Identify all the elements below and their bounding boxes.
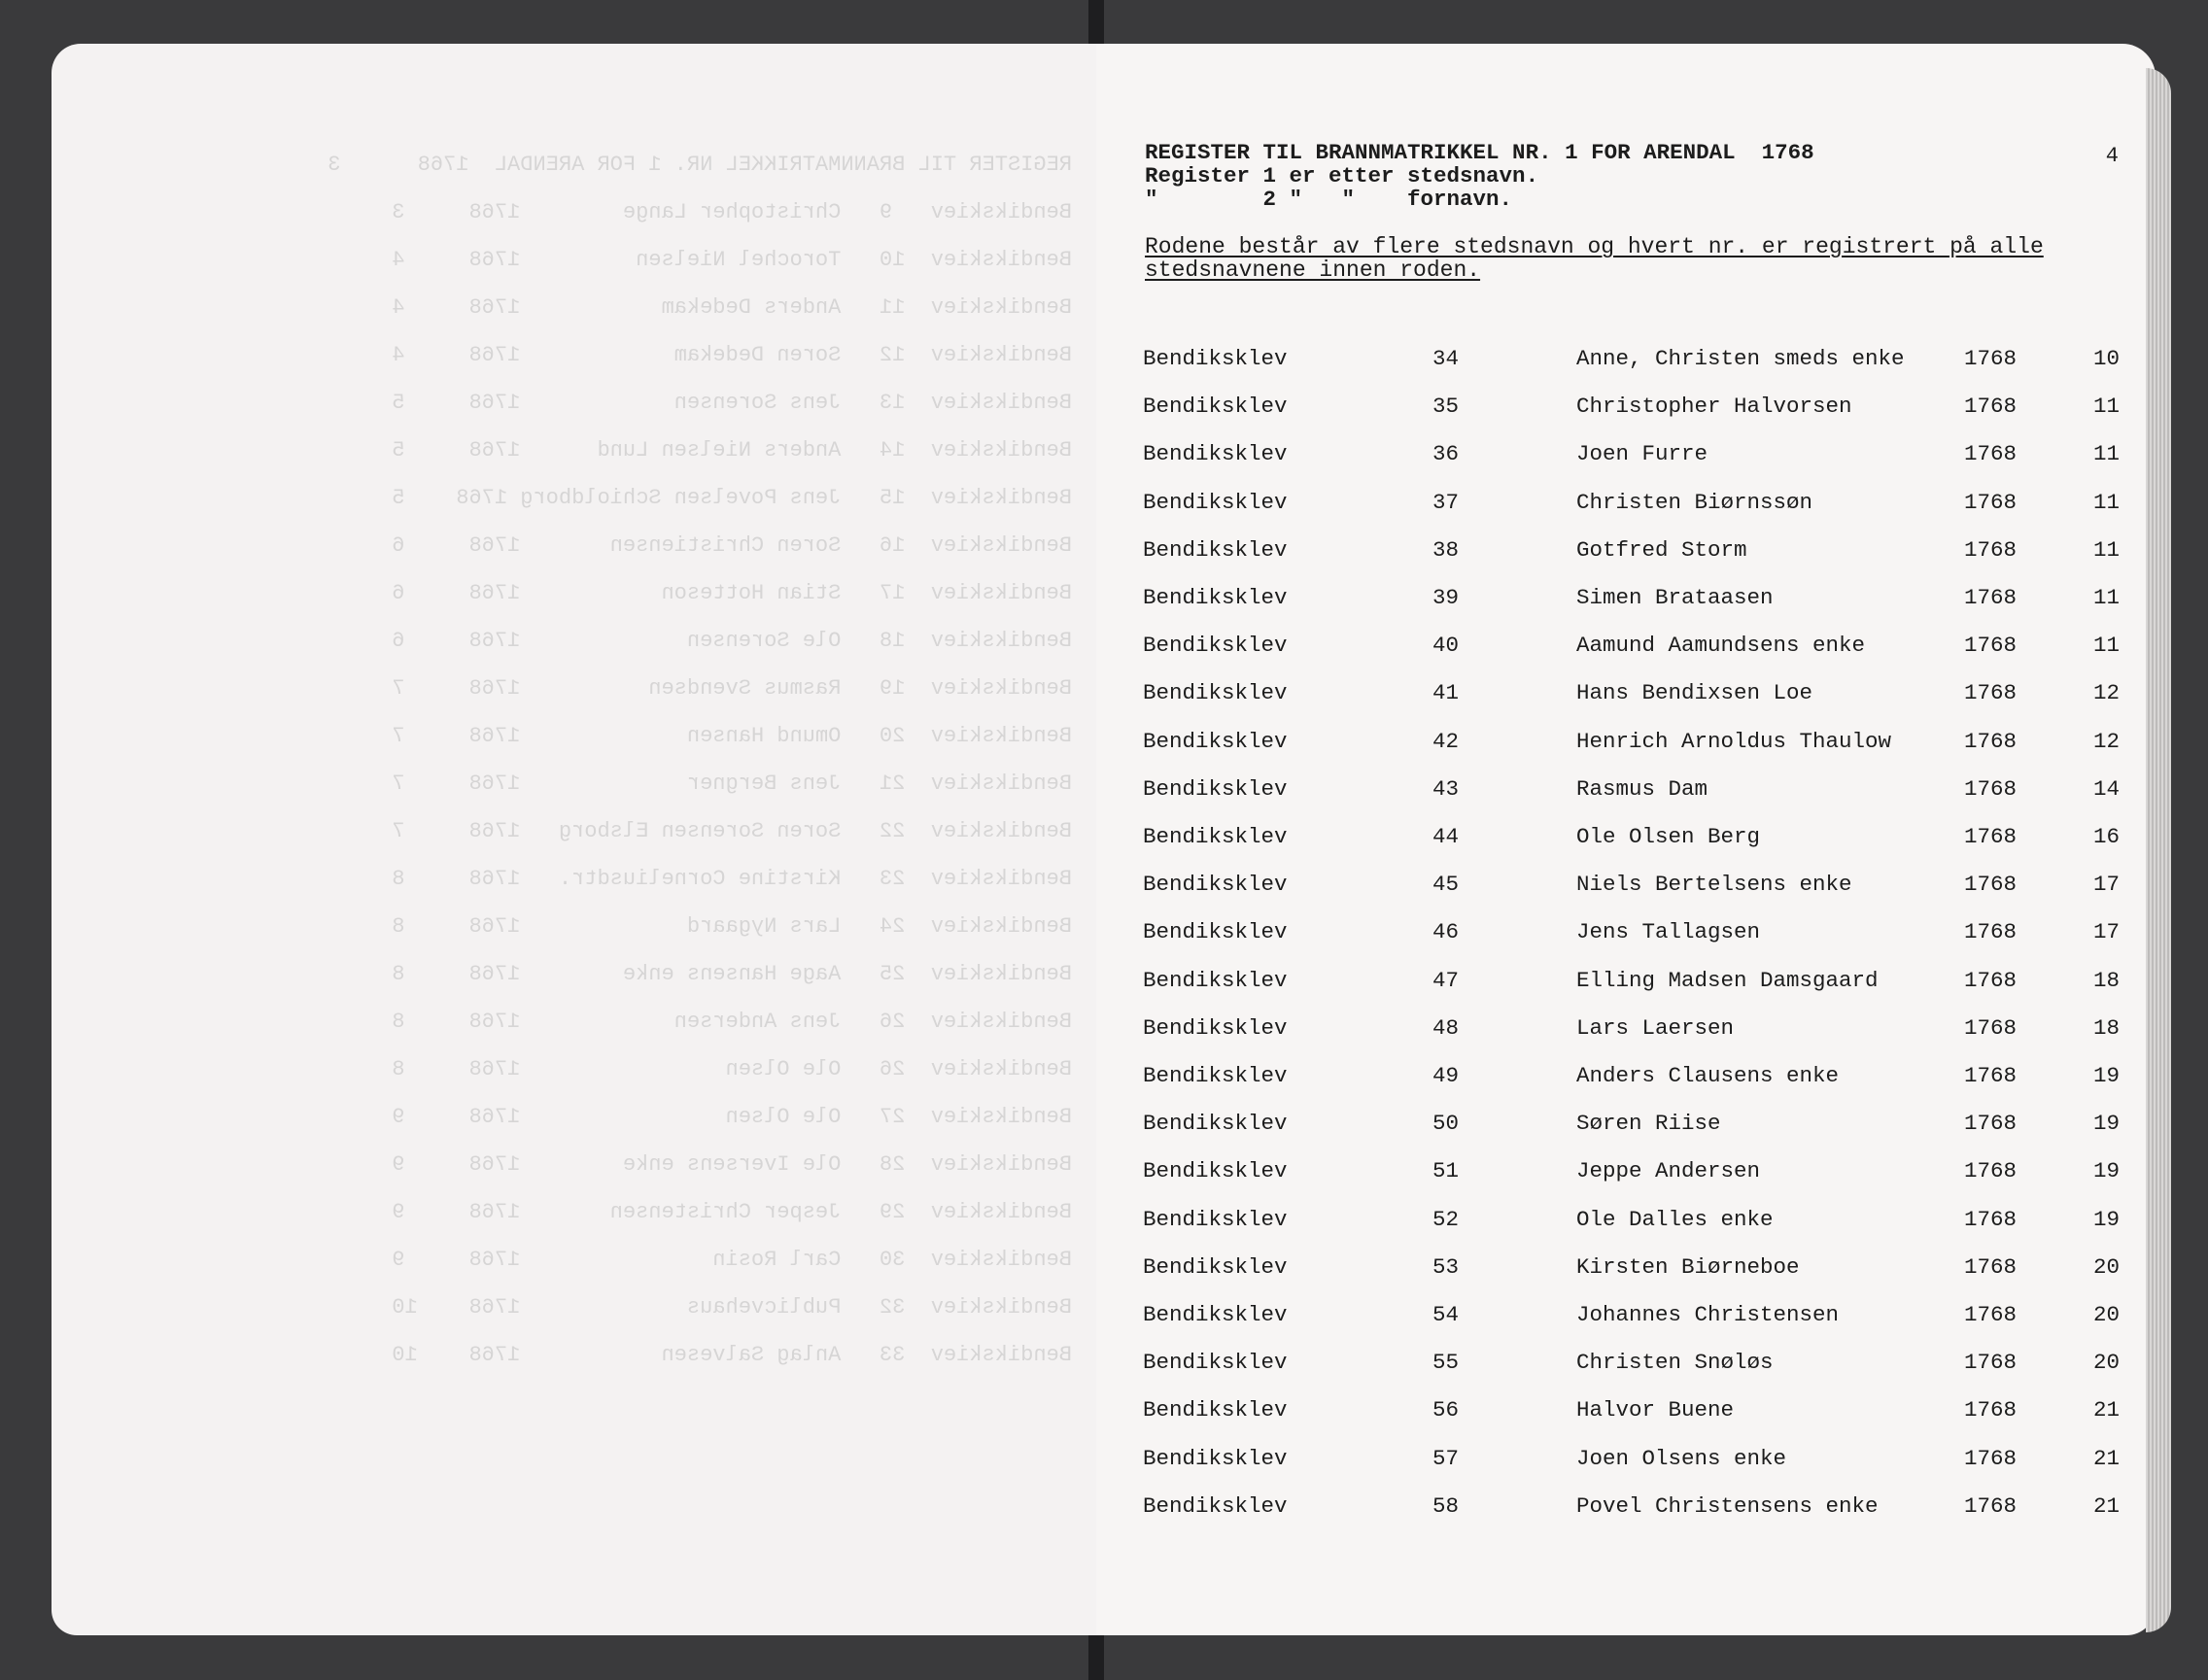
table-row bbox=[1096, 1154, 2156, 1187]
number-cell: 52 bbox=[1432, 1206, 1460, 1232]
place-cell: Bendiksklev bbox=[1143, 1397, 1288, 1423]
year-cell: 1768 bbox=[1964, 824, 2018, 849]
name-cell: Christen Biørnssøn bbox=[1576, 489, 1813, 515]
year-cell: 1768 bbox=[1964, 1111, 2018, 1137]
header-line-register-1: Register 1 er etter stedsnavn. bbox=[1145, 163, 1539, 189]
page-cell: 20 bbox=[2092, 1302, 2120, 1327]
name-cell: Ole Olsen Berg bbox=[1576, 824, 1761, 849]
year-cell: 1768 bbox=[1964, 536, 2018, 563]
number-cell: 36 bbox=[1432, 441, 1460, 467]
number-cell: 50 bbox=[1432, 1111, 1460, 1137]
name-cell: Jens Tallagsen bbox=[1576, 919, 1761, 945]
number-cell: 48 bbox=[1432, 1014, 1460, 1041]
name-cell: Søren Riise bbox=[1576, 1111, 1721, 1137]
place-cell: Bendiksklev bbox=[1143, 872, 1288, 898]
right-page bbox=[1096, 44, 2156, 1635]
page-edges bbox=[2146, 68, 2171, 1632]
table-row bbox=[1096, 868, 2156, 901]
name-cell: Halvor Buene bbox=[1576, 1397, 1735, 1423]
place-cell: Bendiksklev bbox=[1143, 1014, 1288, 1041]
number-cell: 53 bbox=[1432, 1253, 1460, 1280]
name-cell: Gotfred Storm bbox=[1576, 536, 1747, 563]
place-cell: Bendiksklev bbox=[1143, 967, 1288, 993]
page-cell: 20 bbox=[2092, 1253, 2120, 1280]
year-cell: 1768 bbox=[1964, 1158, 2018, 1184]
table-row bbox=[1096, 676, 2156, 709]
year-cell: 1768 bbox=[1964, 1206, 2018, 1232]
page-cell: 11 bbox=[2092, 489, 2120, 515]
place-cell: Bendiksklev bbox=[1143, 1063, 1288, 1088]
year-cell: 1768 bbox=[1964, 919, 2018, 945]
table-row bbox=[1096, 820, 2156, 853]
name-cell: Elling Madsen Damsgaard bbox=[1576, 967, 1879, 993]
number-cell: 39 bbox=[1432, 585, 1460, 610]
year-cell: 1768 bbox=[1964, 1397, 2018, 1423]
name-cell: Aamund Aamundsens enke bbox=[1576, 633, 1866, 659]
number-cell: 37 bbox=[1432, 489, 1460, 515]
number-cell: 43 bbox=[1432, 775, 1460, 802]
number-cell: 56 bbox=[1432, 1397, 1460, 1423]
place-cell: Bendiksklev bbox=[1143, 585, 1288, 610]
page-cell: 18 bbox=[2092, 967, 2120, 993]
year-cell: 1768 bbox=[1964, 1063, 2018, 1088]
number-cell: 54 bbox=[1432, 1302, 1460, 1327]
table-row bbox=[1096, 1011, 2156, 1045]
place-cell: Bendiksklev bbox=[1143, 1445, 1288, 1471]
place-cell: Bendiksklev bbox=[1143, 1350, 1288, 1376]
page-cell: 17 bbox=[2092, 919, 2120, 945]
table-row bbox=[1096, 964, 2156, 997]
number-cell: 35 bbox=[1432, 394, 1460, 420]
page-cell: 12 bbox=[2092, 728, 2120, 754]
page-cell: 10 bbox=[2092, 346, 2120, 371]
table-row bbox=[1096, 772, 2156, 806]
table-row bbox=[1096, 437, 2156, 470]
table-row bbox=[1096, 1059, 2156, 1092]
page-number: 4 bbox=[2105, 144, 2119, 168]
number-cell: 38 bbox=[1432, 536, 1460, 563]
name-cell: Johannes Christensen bbox=[1576, 1302, 1840, 1327]
number-cell: 41 bbox=[1432, 680, 1460, 706]
name-cell: Niels Bertelsens enke bbox=[1576, 872, 1852, 898]
page-cell: 21 bbox=[2092, 1445, 2120, 1471]
year-cell: 1768 bbox=[1964, 1445, 2018, 1471]
name-cell: Kirsten Biørneboe bbox=[1576, 1253, 1800, 1280]
name-cell: Joen Olsens enke bbox=[1576, 1445, 1787, 1471]
place-cell: Bendiksklev bbox=[1143, 728, 1288, 754]
year-cell: 1768 bbox=[1964, 872, 2018, 898]
place-cell: Bendiksklev bbox=[1143, 919, 1288, 945]
year-cell: 1768 bbox=[1964, 775, 2018, 802]
table-row bbox=[1096, 390, 2156, 423]
table-row bbox=[1096, 725, 2156, 758]
table-row bbox=[1096, 1107, 2156, 1140]
page-cell: 16 bbox=[2092, 824, 2120, 849]
header-line-register-2: " 2 " " fornavn. bbox=[1145, 187, 1513, 212]
place-cell: Bendiksklev bbox=[1143, 824, 1288, 849]
table-row bbox=[1096, 629, 2156, 662]
number-cell: 57 bbox=[1432, 1445, 1460, 1471]
page-cell: 11 bbox=[2092, 633, 2120, 659]
year-cell: 1768 bbox=[1964, 1492, 2018, 1519]
underlined-note: Rodene består av flere stedsnavn og hvert nr. er registrert på alle stedsnavnene innen roden. bbox=[1145, 234, 2044, 283]
table-row bbox=[1096, 486, 2156, 519]
page-cell: 21 bbox=[2092, 1492, 2120, 1519]
place-cell: Bendiksklev bbox=[1143, 680, 1288, 706]
place-cell: Bendiksklev bbox=[1143, 346, 1288, 371]
number-cell: 34 bbox=[1432, 346, 1460, 371]
place-cell: Bendiksklev bbox=[1143, 775, 1288, 802]
page-cell: 11 bbox=[2092, 536, 2120, 563]
page-cell: 19 bbox=[2092, 1111, 2120, 1137]
register-table bbox=[1096, 44, 2156, 1635]
year-cell: 1768 bbox=[1964, 346, 2018, 371]
table-row bbox=[1096, 1490, 2156, 1523]
year-cell: 1768 bbox=[1964, 728, 2018, 754]
name-cell: Lars Laersen bbox=[1576, 1014, 1735, 1041]
number-cell: 42 bbox=[1432, 728, 1460, 754]
place-cell: Bendiksklev bbox=[1143, 536, 1288, 563]
name-cell: Anne, Christen smeds enke bbox=[1576, 346, 1905, 371]
page-cell: 19 bbox=[2092, 1206, 2120, 1232]
page-cell: 12 bbox=[2092, 680, 2120, 706]
table-row bbox=[1096, 915, 2156, 948]
page-cell: 20 bbox=[2092, 1350, 2120, 1376]
show-through-text: REGISTER TIL BRANNMATRIKKEL NR. 1 FOR ARENDAL 1768 3 Bendikskiev 9 Christopher Lange 1768 3 Bendikskiev 10 Torochel Nielsen 1768 4 Bendikskiev 11 Anders Dedekam 1768 4 Bendikskiev 12 Soren Dedekam 1768 4 Bendikskiev 13 Jens Sorensen 1768 5 Bendikskiev 14 Anders Nielsen Lund 1768 5 Bendikskiev 15 Jens Povelsen Schioldborg 1768 5 Bendikskiev 16 Soren Christiensen 1768 6 Bendikskiev 17 Stian Hotteson 1768 6 Bendikskiev 18 Ole Sorensen 1768 6 Bendikskiev 19 Rasmus Svendsen 1768 7 Bendikskiev 20 Omund Hansen 1768 7 Bendikskiev 21 Jens Bergner 1768 7 Bendikskiev 22 Soren Sorensen Elsborg 1768 7 Bendikskiev 23 Kirstine Corneliusdtr. 1768 8 Bendikskiev 24 Lars Nygaard 1768 8 Bendikskiev 25 Aage Hansens enke 1768 8 Bendikskiev 26 Jens Andersen 1768 8 Bendikskiev 26 Ole Olsen 1768 8 Bendikskiev 27 Ole Olsen 1768 9 Bendikskiev 28 Ole Iversens enke 1768 9 Bendikskiev 29 Jesper Christensen 1768 9 Bendikskiev 30 Carl Rosin 1768 9 Bendikskiev 32 Publicvehaus 1768 10 Bendikskiev 33 Anlag Salvesen 1768 10 bbox=[328, 153, 1072, 1367]
name-cell: Povel Christensens enke bbox=[1576, 1492, 1879, 1519]
year-cell: 1768 bbox=[1964, 441, 2018, 467]
table-row bbox=[1096, 1346, 2156, 1379]
place-cell: Bendiksklev bbox=[1143, 633, 1288, 659]
year-cell: 1768 bbox=[1964, 680, 2018, 706]
table-row bbox=[1096, 581, 2156, 614]
table-row bbox=[1096, 533, 2156, 566]
place-cell: Bendiksklev bbox=[1143, 441, 1288, 467]
place-cell: Bendiksklev bbox=[1143, 394, 1288, 420]
table-row bbox=[1096, 1203, 2156, 1236]
name-cell: Joen Furre bbox=[1576, 441, 1708, 467]
name-cell: Jeppe Andersen bbox=[1576, 1158, 1761, 1184]
name-cell: Christopher Halvorsen bbox=[1576, 394, 1852, 420]
number-cell: 49 bbox=[1432, 1063, 1460, 1088]
place-cell: Bendiksklev bbox=[1143, 1253, 1288, 1280]
page-cell: 17 bbox=[2092, 872, 2120, 898]
page-cell: 11 bbox=[2092, 441, 2120, 467]
page-cell: 19 bbox=[2092, 1158, 2120, 1184]
name-cell: Ole Dalles enke bbox=[1576, 1206, 1774, 1232]
table-row bbox=[1096, 1393, 2156, 1426]
number-cell: 51 bbox=[1432, 1158, 1460, 1184]
number-cell: 58 bbox=[1432, 1492, 1460, 1519]
year-cell: 1768 bbox=[1964, 1253, 2018, 1280]
number-cell: 47 bbox=[1432, 967, 1460, 993]
number-cell: 45 bbox=[1432, 872, 1460, 898]
table-row bbox=[1096, 1442, 2156, 1475]
year-cell: 1768 bbox=[1964, 489, 2018, 515]
page-cell: 11 bbox=[2092, 585, 2120, 610]
place-cell: Bendiksklev bbox=[1143, 1111, 1288, 1137]
place-cell: Bendiksklev bbox=[1143, 1302, 1288, 1327]
year-cell: 1768 bbox=[1964, 1014, 2018, 1041]
left-page bbox=[52, 44, 1099, 1635]
name-cell: Anders Clausens enke bbox=[1576, 1063, 1840, 1088]
name-cell: Christen Snøløs bbox=[1576, 1350, 1774, 1376]
table-row bbox=[1096, 1298, 2156, 1331]
page-cell: 18 bbox=[2092, 1014, 2120, 1041]
number-cell: 40 bbox=[1432, 633, 1460, 659]
page-cell: 19 bbox=[2092, 1063, 2120, 1088]
page-cell: 11 bbox=[2092, 394, 2120, 420]
page-cell: 14 bbox=[2092, 775, 2120, 802]
name-cell: Simen Brataasen bbox=[1576, 585, 1774, 610]
table-row bbox=[1096, 1251, 2156, 1284]
number-cell: 44 bbox=[1432, 824, 1460, 849]
year-cell: 1768 bbox=[1964, 1302, 2018, 1327]
header-line-title: REGISTER TIL BRANNMATRIKKEL NR. 1 FOR ARENDAL 1768 bbox=[1145, 140, 1814, 165]
place-cell: Bendiksklev bbox=[1143, 1492, 1288, 1519]
name-cell: Hans Bendixsen Loe bbox=[1576, 680, 1813, 706]
place-cell: Bendiksklev bbox=[1143, 489, 1288, 515]
year-cell: 1768 bbox=[1964, 1350, 2018, 1376]
place-cell: Bendiksklev bbox=[1143, 1206, 1288, 1232]
table-row bbox=[1096, 342, 2156, 375]
year-cell: 1768 bbox=[1964, 633, 2018, 659]
page-cell: 21 bbox=[2092, 1397, 2120, 1423]
name-cell: Rasmus Dam bbox=[1576, 775, 1708, 802]
number-cell: 46 bbox=[1432, 919, 1460, 945]
year-cell: 1768 bbox=[1964, 585, 2018, 610]
place-cell: Bendiksklev bbox=[1143, 1158, 1288, 1184]
number-cell: 55 bbox=[1432, 1350, 1460, 1376]
year-cell: 1768 bbox=[1964, 394, 2018, 420]
year-cell: 1768 bbox=[1964, 967, 2018, 993]
name-cell: Henrich Arnoldus Thaulow bbox=[1576, 728, 1892, 754]
